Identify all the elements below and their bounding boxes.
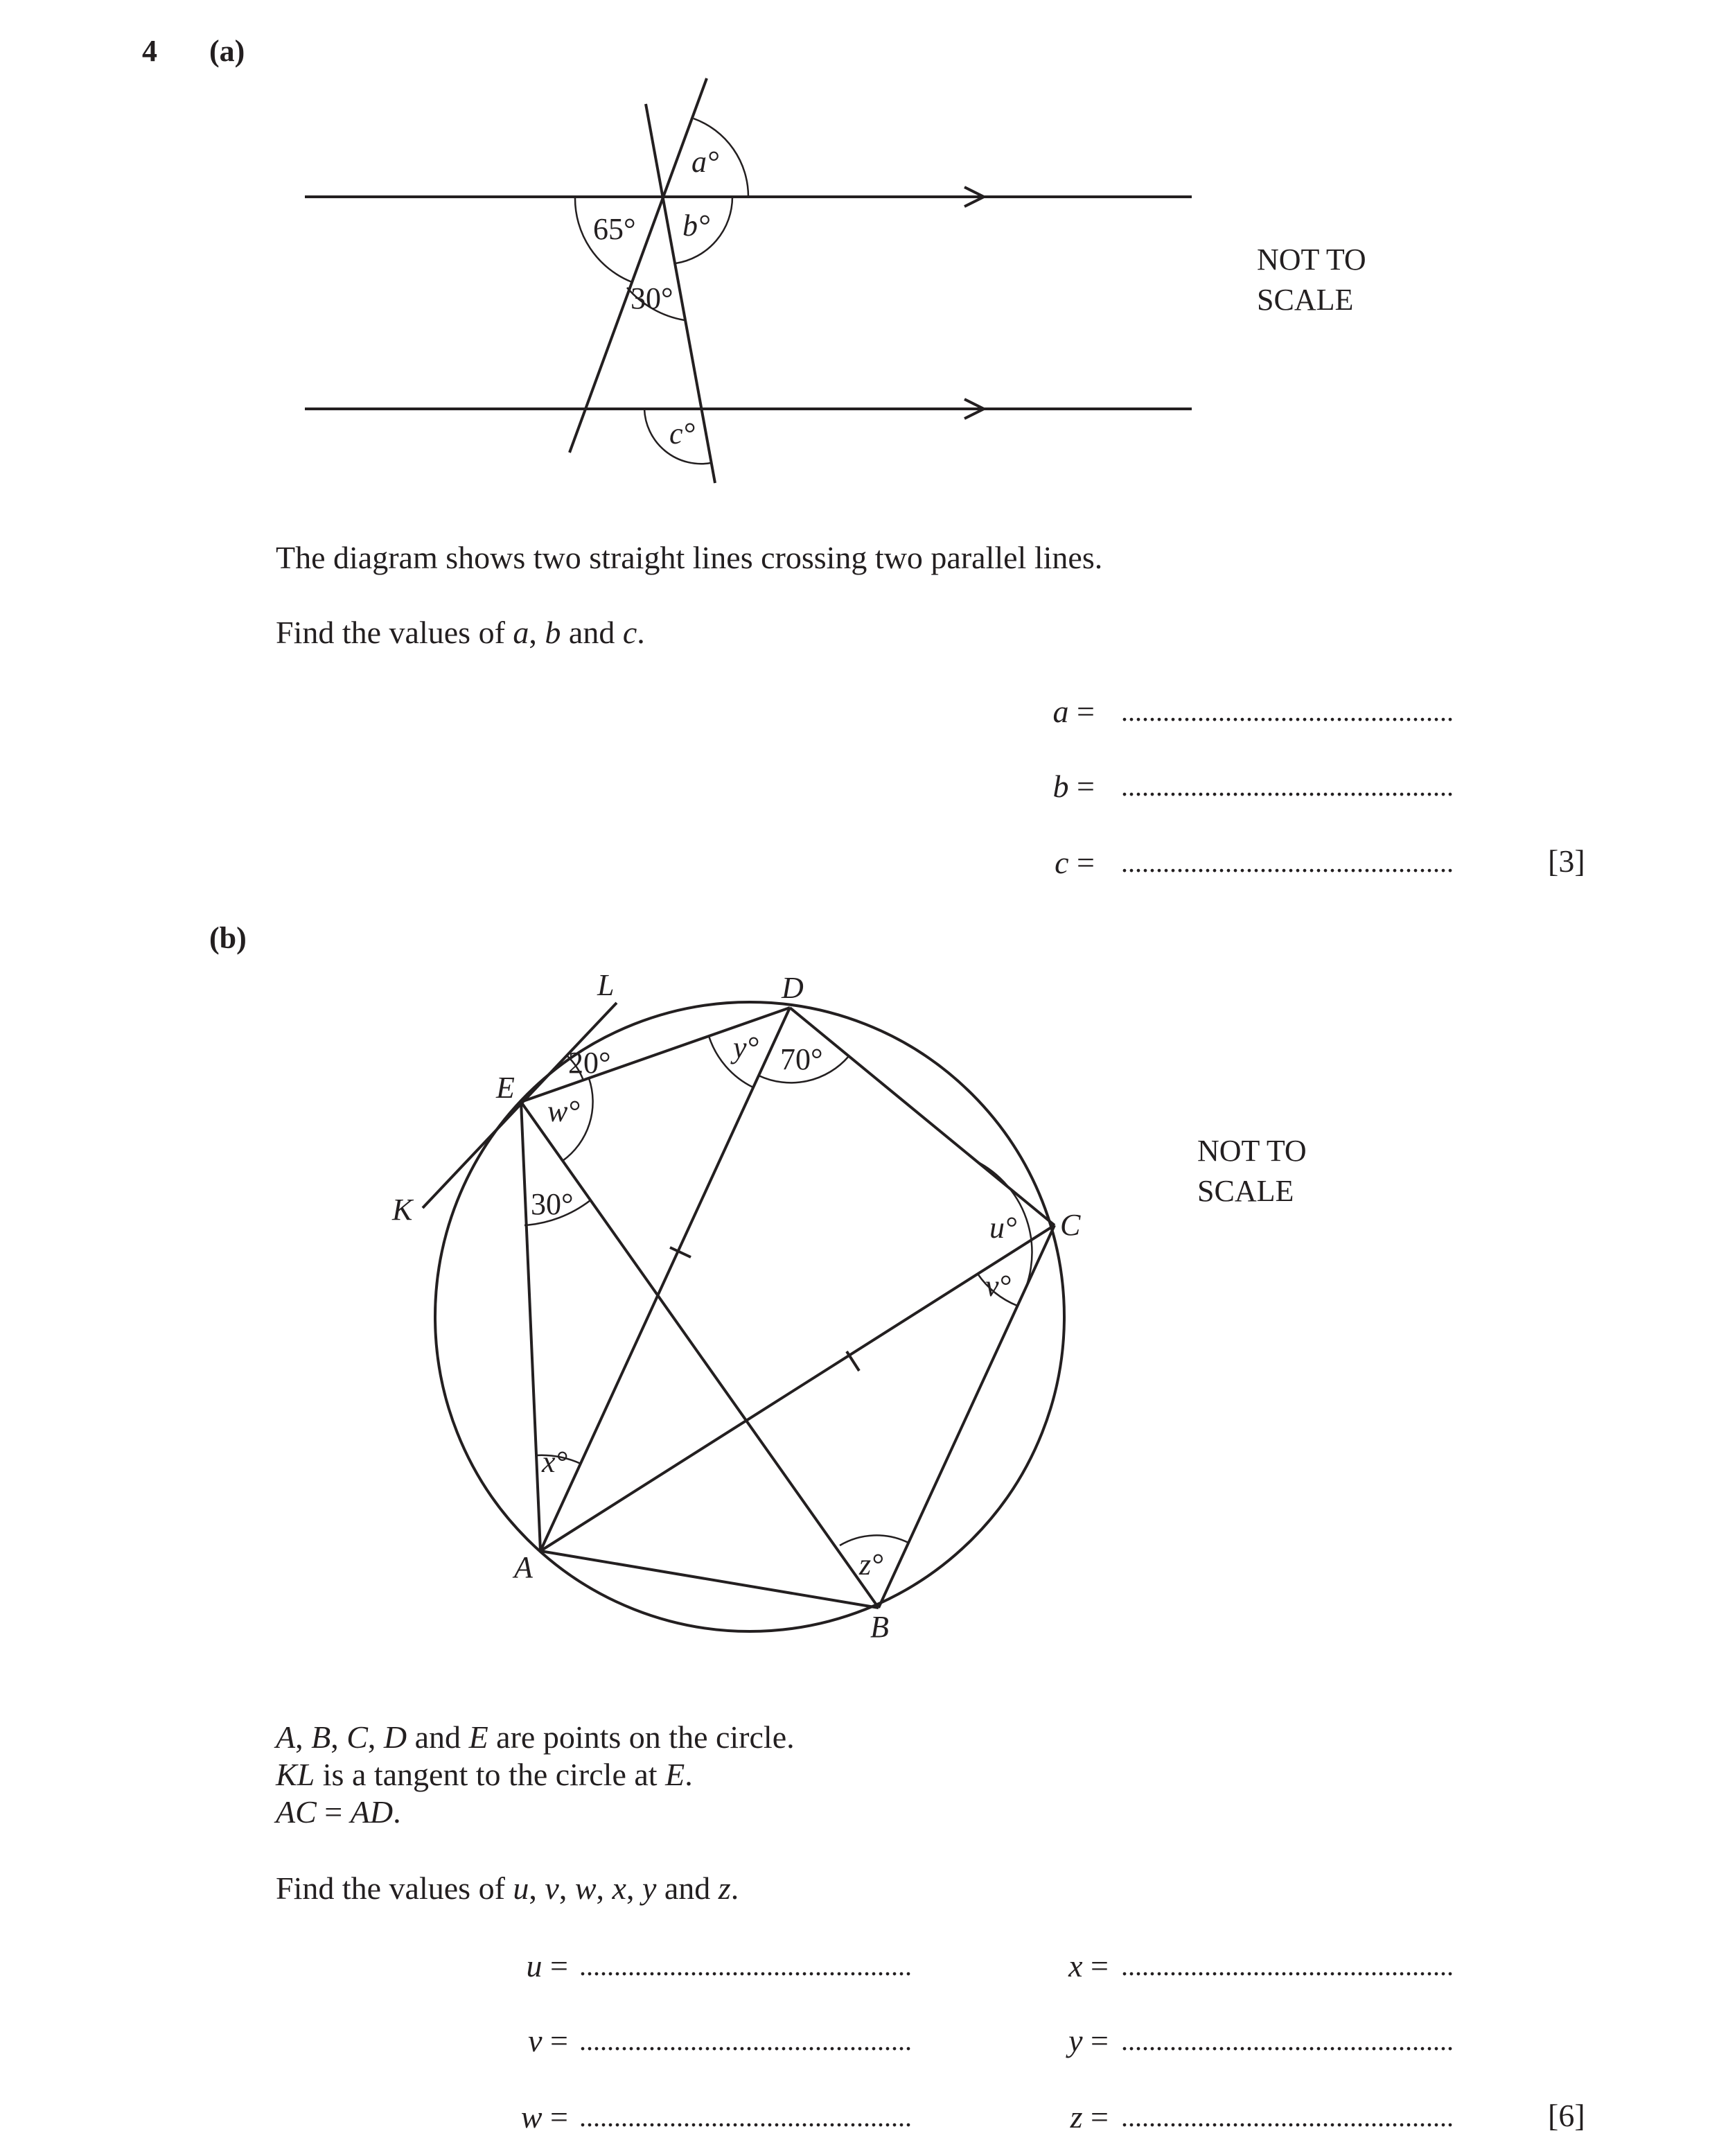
answer-a-field[interactable]: ................................................ <box>1121 696 1454 727</box>
angle-y-label: y° <box>733 1031 759 1064</box>
point-C-label: C <box>1060 1208 1081 1242</box>
chord-DC <box>790 1008 1055 1225</box>
arc-20 <box>567 1055 583 1080</box>
angle-65-label: 65° <box>593 212 636 246</box>
arc-a <box>694 119 748 197</box>
answer-x-field[interactable]: ................................................ <box>1121 1950 1454 1981</box>
part-b-instruction: Find the values of u, v, w, x, y and z. <box>276 1870 739 1906</box>
angle-b-label: b° <box>682 209 710 243</box>
point-D-label: D <box>782 971 804 1005</box>
angle-a-label: a° <box>691 145 719 179</box>
answer-a-label: a = <box>1052 694 1095 729</box>
answer-b-field[interactable]: ................................................ <box>1121 771 1454 802</box>
arrow-bottom <box>964 399 984 419</box>
arc-30b <box>524 1200 590 1225</box>
angle-20-label: 20° <box>568 1046 611 1080</box>
angle-w-label: w° <box>547 1094 580 1128</box>
not-to-scale-a: NOT TO SCALE <box>1257 243 1366 317</box>
angle-c-label: c° <box>669 417 696 450</box>
arc-w <box>563 1078 593 1161</box>
tick-AC <box>847 1351 859 1371</box>
chord-BA <box>540 1551 879 1608</box>
answer-x-label: x = <box>1068 1948 1109 1983</box>
chord-CB <box>879 1225 1055 1608</box>
answer-w-field[interactable]: ................................................ <box>579 2101 912 2132</box>
angle-x-label: x° <box>542 1445 568 1479</box>
not-to-scale-b: NOT TO SCALE <box>1197 1134 1307 1208</box>
arc-u <box>976 1161 1032 1306</box>
answer-v-label: v = <box>528 2023 568 2058</box>
arrow-top <box>964 187 984 207</box>
answer-c-field[interactable]: ................................................ <box>1121 847 1454 878</box>
part-a-instruction: Find the values of a, b and c. <box>276 615 645 650</box>
point-A-label: A <box>514 1550 533 1584</box>
tangent-KL <box>423 1003 617 1208</box>
part-a-description: The diagram shows two straight lines crossing two parallel lines. <box>276 540 1103 575</box>
part-b-statement-1: A, B, C, D and E are points on the circle. <box>276 1719 795 1755</box>
point-K-label: K <box>392 1193 413 1227</box>
answer-u-field[interactable]: ................................................ <box>579 1950 912 1981</box>
answer-b-label: b = <box>1052 769 1095 804</box>
angle-70-label: 70° <box>780 1042 823 1076</box>
point-L-label: L <box>597 968 615 1002</box>
chord-AD <box>540 1008 790 1551</box>
angle-z-label: z° <box>859 1548 883 1581</box>
answer-z-field[interactable]: ................................................ <box>1121 2101 1454 2132</box>
answer-u-label: u = <box>526 1948 568 1983</box>
arc-b <box>676 197 732 263</box>
answer-y-label: y = <box>1068 2023 1109 2058</box>
arc-c <box>644 409 711 464</box>
angle-30b-label: 30° <box>531 1187 574 1221</box>
answer-w-label: w = <box>520 2099 568 2135</box>
chord-AE <box>521 1102 540 1551</box>
part-b-label: (b) <box>209 921 247 955</box>
arc-y <box>709 1036 753 1087</box>
answer-c-label: c = <box>1055 845 1095 880</box>
point-B-label: B <box>870 1610 889 1644</box>
answer-y-field[interactable]: ................................................ <box>1121 2025 1454 2056</box>
answer-v-field[interactable]: ................................................ <box>579 2025 912 2056</box>
arc-z <box>840 1535 908 1545</box>
point-E-label: E <box>496 1071 515 1105</box>
answer-z-label: z = <box>1070 2099 1109 2135</box>
arc-65 <box>575 197 632 282</box>
question-number: 4 <box>142 34 157 68</box>
angle-v-label: v° <box>985 1269 1012 1303</box>
arc-30 <box>627 288 685 320</box>
chord-ED <box>521 1008 790 1102</box>
angle-30-label: 30° <box>631 281 673 315</box>
part-b-statement-2: KL is a tangent to the circle at E. <box>276 1757 693 1792</box>
chord-EB <box>521 1102 879 1608</box>
marks-b: [6] <box>1548 2098 1585 2133</box>
chord-AC <box>540 1225 1055 1551</box>
part-a-label: (a) <box>209 34 245 68</box>
arc-70 <box>759 1056 849 1083</box>
marks-a: [3] <box>1548 843 1585 879</box>
part-b-statement-3: AC = AD. <box>276 1794 401 1830</box>
tick-AD <box>670 1247 691 1257</box>
transversal-2 <box>646 104 715 483</box>
arc-x <box>536 1455 581 1464</box>
circle <box>435 1002 1064 1631</box>
transversal-1 <box>570 78 707 453</box>
arc-v <box>978 1274 1017 1306</box>
angle-u-label: u° <box>989 1211 1017 1245</box>
